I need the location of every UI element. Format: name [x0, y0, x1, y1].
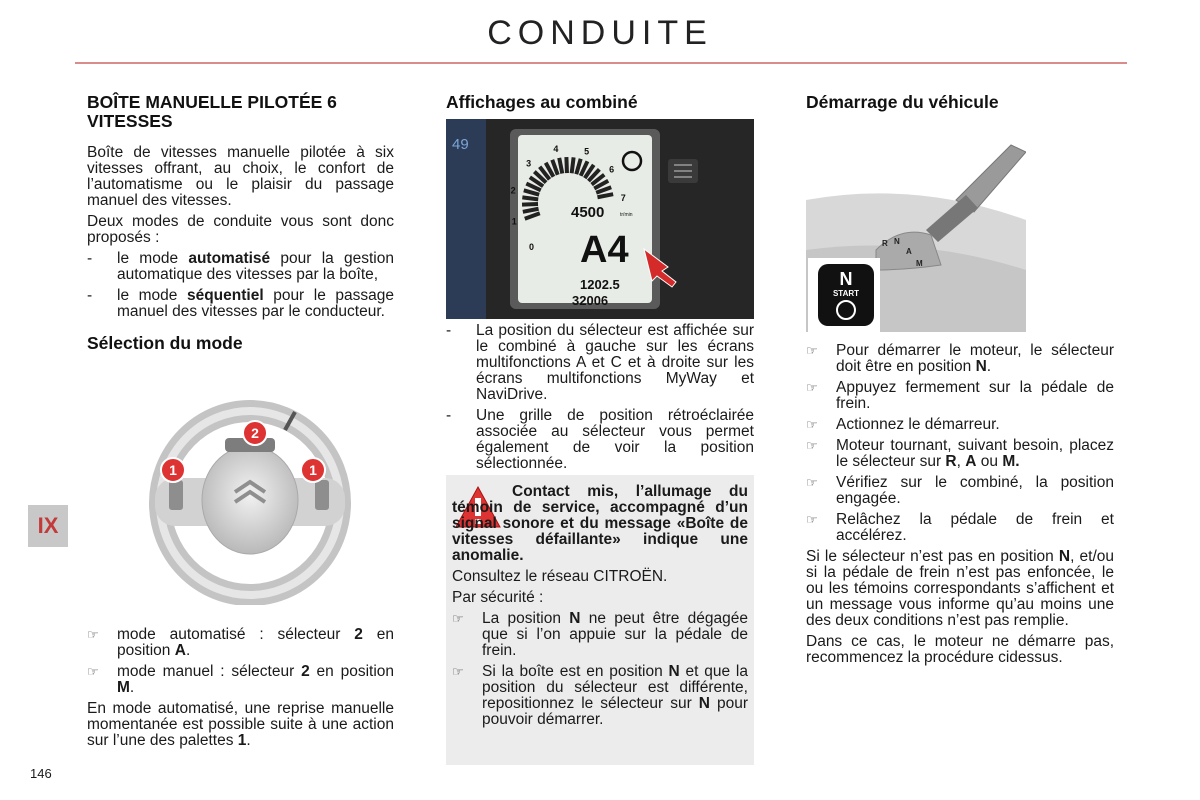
- paddle-label-right: [301, 458, 325, 482]
- gauge-segment: [522, 197, 538, 199]
- column-2-heading: [446, 93, 754, 112]
- instrument-cluster-photo: [446, 119, 754, 319]
- gauge-scale-label: 0: [529, 241, 535, 252]
- list-item: ☞ Actionnez le démarreur.: [806, 416, 1000, 433]
- list-item: ☞ La position N ne peut être dégagée que si l’on appuie sur la pédale de frein.: [452, 610, 749, 659]
- chapter-tab[interactable]: IX: [28, 505, 68, 547]
- section-heading-display: Affichages au combiné: [446, 92, 638, 112]
- column-3-text: [806, 343, 1114, 671]
- page-number: 146: [30, 766, 52, 781]
- intro-paragraph: Boîte de vitesses manuelle pilotée à six vitesses offrant, au choix, le confort de l’automatisme ou le plaisir du passage manuel des vitesses.: [87, 144, 394, 209]
- svg-text:32006: 32006: [572, 293, 609, 308]
- list-item: ☞ Pour démarrer le moteur, le sélecteur doit être en position N.: [806, 342, 1114, 375]
- svg-text:A: A: [906, 247, 912, 256]
- svg-text:1: 1: [169, 462, 177, 478]
- svg-text:R: R: [882, 239, 888, 248]
- svg-text:1202.5: 1202.5: [580, 277, 620, 292]
- column-2-text: [446, 323, 754, 477]
- svg-text:49: 49: [452, 136, 469, 153]
- modes-paragraph: Deux modes de conduite vous sont donc proposés :: [87, 213, 394, 246]
- gauge-scale-label: 3: [526, 158, 532, 169]
- paddle-paragraph: En mode automatisé, une reprise manuelle momentanée est possible suite à une action sur l’une des palettes 1.: [87, 700, 394, 749]
- list-item: - le mode automatisé pour la gestion automatique des vitesses par la boîte,: [87, 251, 394, 283]
- warning-box: [446, 475, 754, 765]
- list-item: - le mode séquentiel pour le passage manuel des vitesses par le conducteur.: [87, 288, 394, 320]
- gauge-scale-label: 1: [511, 216, 517, 227]
- start-display: [808, 258, 880, 332]
- list-item: - Une grille de position rétroéclairée associée au sélecteur vous permet également de voir la position sélectionnée.: [446, 408, 754, 472]
- gauge-segment: [522, 204, 538, 205]
- section-heading-start: Démarrage du véhicule: [806, 92, 999, 112]
- gauge-scale-label: 2: [510, 185, 516, 196]
- page-title: CONDUITE: [487, 14, 713, 52]
- svg-text:4500: 4500: [571, 204, 605, 221]
- svg-text:N: N: [839, 269, 853, 289]
- section-heading-mode: Sélection du mode: [87, 333, 243, 353]
- svg-text:START: START: [832, 289, 860, 298]
- conditions-paragraph: Si le sélecteur n’est pas en position N, et/ou si la pédale de frein n’est pas enfoncée, le ou les témoins correspondants s’affichent et un message vous informe qu’au moins une des deux conditions n’est pas remplie.: [806, 548, 1114, 629]
- gauge-scale-label: 7: [620, 193, 626, 204]
- warning-bold-text: Contact mis, l’allumage du témoin de service, accompagné d’un signal sonore et du message «Boîte de vitesses défaillante» indique une anomalie.: [452, 483, 748, 564]
- pointing-hand-icon: ☞: [806, 438, 818, 453]
- svg-text:tr/min: tr/min: [620, 212, 633, 218]
- warning-consult: Consultez le réseau CITROËN.: [452, 568, 668, 585]
- pointing-hand-icon: ☞: [87, 627, 99, 642]
- column-3-heading: [806, 93, 1114, 112]
- svg-text:N: N: [894, 237, 900, 246]
- pointing-hand-icon: ☞: [806, 417, 818, 432]
- steering-wheel-illustration: [135, 400, 365, 605]
- gauge-scale-label: 6: [609, 164, 615, 175]
- list-item: ☞ mode automatisé : sélecteur 2 en position A.: [87, 626, 394, 659]
- gear-selector-illustration: [806, 140, 1026, 332]
- column-1: [87, 93, 394, 353]
- paddle-label-left: [161, 458, 185, 482]
- gauge-segment: [572, 157, 574, 173]
- list-item: ☞ Si la boîte est en position N et que la position du sélecteur est différente, repositionnez le sélecteur sur N pour pouvoir démarrer.: [452, 663, 748, 728]
- gauge-segment: [566, 157, 567, 173]
- list-item: - La position du sélecteur est affichée sur le combiné à gauche sur les écrans multifonctions A et C et à droite sur les écrans multifonctions MyWay et NaviDrive.: [446, 323, 754, 403]
- list-item: ☞ Relâchez la pédale de frein et accélérez.: [806, 511, 1114, 544]
- retry-paragraph: Dans ce cas, le moteur ne démarre pas, recommencez la procédure cidessus.: [806, 633, 1114, 666]
- pointing-hand-icon: ☞: [806, 343, 818, 358]
- pointing-hand-icon: ☞: [87, 664, 99, 679]
- pointing-hand-icon: ☞: [452, 611, 464, 626]
- gauge-scale-label: 4: [553, 144, 559, 155]
- svg-text:1: 1: [309, 462, 317, 478]
- title-rule: [75, 62, 1127, 64]
- selector-label: [243, 421, 267, 445]
- list-item: ☞ Vérifiez sur le combiné, la position engagée.: [806, 474, 1114, 507]
- section-heading-gearbox: BOÎTE MANUELLE PILOTÉE 6 VITESSES: [87, 92, 337, 131]
- pointing-hand-icon: ☞: [806, 475, 818, 490]
- pointing-hand-icon: ☞: [452, 664, 464, 679]
- gauge-scale-label: 5: [584, 146, 590, 157]
- warning-safety: Par sécurité :: [452, 589, 544, 606]
- svg-text:M: M: [916, 259, 923, 268]
- svg-text:2: 2: [251, 425, 259, 441]
- gear-indicator: A4: [580, 229, 629, 271]
- column-1-bottom: [87, 627, 394, 754]
- list-item: ☞ Moteur tournant, suivant besoin, placez le sélecteur sur R, A ou M.: [806, 437, 1114, 470]
- pointing-hand-icon: ☞: [806, 380, 818, 395]
- list-item: ☞ Appuyez fermement sur la pédale de frein.: [806, 379, 1114, 412]
- list-item: ☞ mode manuel : sélecteur 2 en position M.: [87, 663, 394, 696]
- pointing-hand-icon: ☞: [806, 512, 818, 527]
